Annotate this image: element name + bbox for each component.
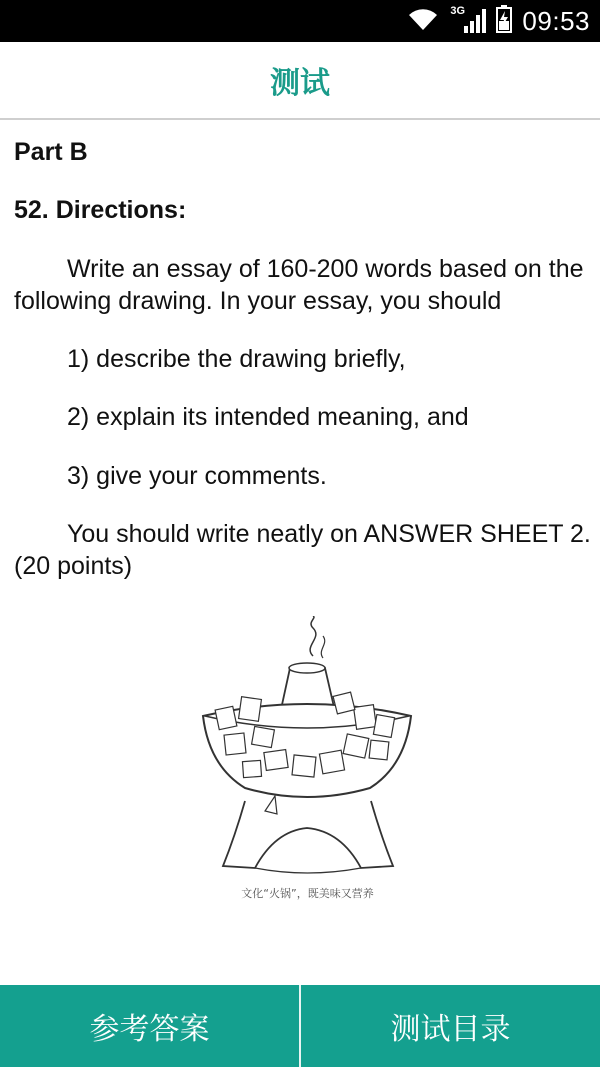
status-bar: [0, 0, 600, 42]
page-title: 测试: [270, 66, 330, 101]
hotpot-drawing: [195, 616, 420, 906]
directions-closing: You should write neatly on ANSWER SHEET 2. (20 points): [14, 520, 591, 580]
network-type: 3G: [450, 5, 466, 17]
status-icons: [406, 0, 590, 42]
reference-answer-button[interactable]: 参考答案: [89, 1012, 210, 1047]
direction-item-3: 3) give your comments.: [67, 462, 327, 490]
clock: 09:53: [522, 5, 590, 36]
direction-item-1: 1) describe the drawing briefly,: [67, 345, 406, 373]
battery-icon: [496, 5, 512, 38]
question-heading: 52. Directions:: [14, 196, 187, 224]
direction-item-2: 2) explain its intended meaning, and: [67, 403, 469, 431]
drawing-caption: 文化“火锅”，既美味又营养: [241, 887, 374, 900]
signal-icon: [450, 7, 486, 35]
part-heading: Part B: [14, 138, 88, 166]
wifi-icon: [406, 6, 440, 37]
directions-intro: Write an essay of 160-200 words based on the following drawing. In your essay, you should: [14, 255, 584, 315]
question-content[interactable]: [0, 121, 600, 985]
bottom-nav: [0, 985, 600, 1067]
test-catalog-button[interactable]: 测试目录: [390, 1012, 511, 1047]
app-bar: [0, 42, 600, 120]
